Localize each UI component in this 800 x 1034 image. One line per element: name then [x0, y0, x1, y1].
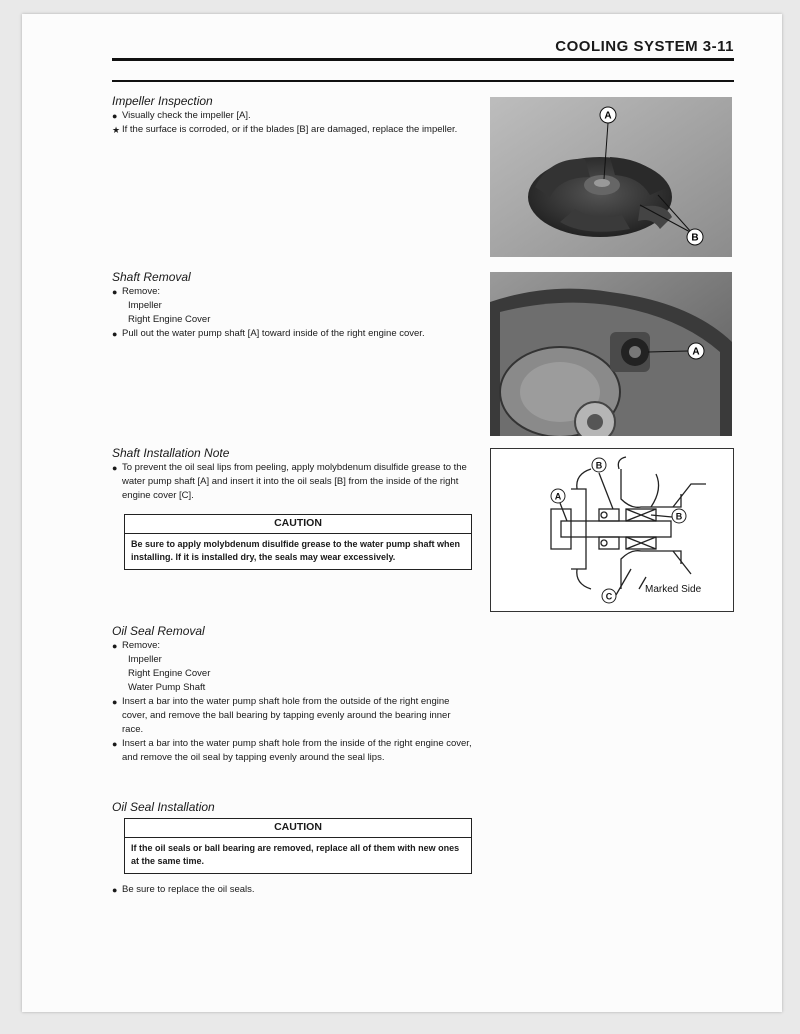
bullet-marker: ● — [112, 885, 118, 895]
section-title: Oil Seal Installation — [112, 800, 215, 814]
section-title: Shaft Installation Note — [112, 446, 230, 460]
oil-seal-installation-note — [112, 883, 472, 897]
shaft-seal-diagram — [490, 448, 734, 612]
impeller-photo — [490, 97, 732, 257]
bullet-item — [112, 639, 472, 653]
bullet-text: To prevent the oil seal lips from peeling, apply molybdenum disulfide grease to the water pump shaft [A] and insert it into the oil seals [B] from the inside of the right engine cover [C]. — [122, 462, 467, 501]
marked-side-label: Marked Side — [645, 584, 702, 595]
shaft-photo-image — [490, 272, 732, 436]
bullet-text: Pull out the water pump shaft [A] toward inside of the right engine cover. — [122, 328, 425, 339]
bullet-text: Visually check the impeller [A]. — [122, 110, 251, 121]
caution-title: CAUTION — [125, 819, 471, 838]
remove-item: Right Engine Cover — [128, 314, 211, 325]
bullet-marker: ● — [112, 329, 118, 339]
callout-label: A — [604, 110, 612, 122]
callout-label: A — [692, 346, 700, 358]
caution-text: If the oil seals or ball bearing are removed, replace all of them with new ones at the same time. — [131, 842, 460, 866]
star-marker: ★ — [112, 125, 121, 135]
oil-seal-removal-section — [112, 624, 472, 765]
bullet-text: Be sure to replace the oil seals. — [122, 884, 255, 895]
bullet-marker: ● — [112, 697, 118, 707]
bullet-item — [112, 285, 472, 299]
diagram-drawing — [491, 449, 733, 611]
bullet-item — [112, 461, 472, 503]
bullet-marker: ● — [112, 111, 118, 121]
shaft-photo — [490, 272, 732, 436]
bullet-marker: ● — [112, 463, 118, 473]
callout-label: B — [691, 232, 699, 244]
bullet-item — [112, 883, 472, 897]
bullet-text: Remove: — [122, 286, 161, 297]
callout-label: A — [554, 491, 562, 502]
bullet-marker: ● — [112, 739, 118, 749]
section-title: Oil Seal Removal — [112, 624, 205, 638]
header-rule — [112, 58, 734, 61]
bullet-item — [112, 123, 472, 137]
caution-box — [124, 818, 472, 874]
bullet-text: If the surface is corroded, or if the blades [B] are damaged, replace the impeller. — [122, 124, 458, 135]
bullet-item — [112, 695, 472, 737]
header-rule-thin — [112, 80, 734, 82]
section-title: Impeller Inspection — [112, 94, 213, 108]
remove-item: Right Engine Cover — [128, 668, 211, 679]
bullet-item — [112, 109, 472, 123]
bullet-text: Insert a bar into the water pump shaft hole from the outside of the right engine cover, and remove the ball bearing by tapping evenly around the bearing inner race. — [122, 696, 451, 735]
oil-seal-installation-section — [112, 800, 472, 815]
bullet-text: Remove: — [122, 640, 161, 651]
callout-label: B — [595, 460, 603, 471]
shaft-installation-section — [112, 446, 472, 503]
section-title: Shaft Removal — [112, 270, 191, 284]
bullet-marker: ● — [112, 641, 118, 651]
shaft-removal-section — [112, 270, 472, 341]
impeller-inspection-section — [112, 94, 472, 137]
callout-label: B — [675, 511, 683, 522]
caution-box — [124, 514, 472, 570]
caution-title: CAUTION — [125, 515, 471, 534]
remove-item: Impeller — [128, 654, 162, 665]
caution-text: Be sure to apply molybdenum disulfide grease to the water pump shaft when installing. If it is installed dry, the seals may wear excessively. — [131, 538, 461, 562]
remove-item: Impeller — [128, 300, 162, 311]
bullet-item — [112, 327, 472, 341]
callout-label: C — [605, 591, 613, 602]
remove-item: Water Pump Shaft — [128, 682, 206, 693]
bullet-item — [112, 737, 472, 765]
page-header: COOLING SYSTEM 3-11 — [555, 38, 734, 55]
impeller-photo-image — [490, 97, 732, 257]
bullet-text: Insert a bar into the water pump shaft hole from the inside of the right engine cover, and remove the oil seal by tapping evenly around the seal lips. — [122, 738, 472, 763]
bullet-marker: ● — [112, 287, 118, 297]
